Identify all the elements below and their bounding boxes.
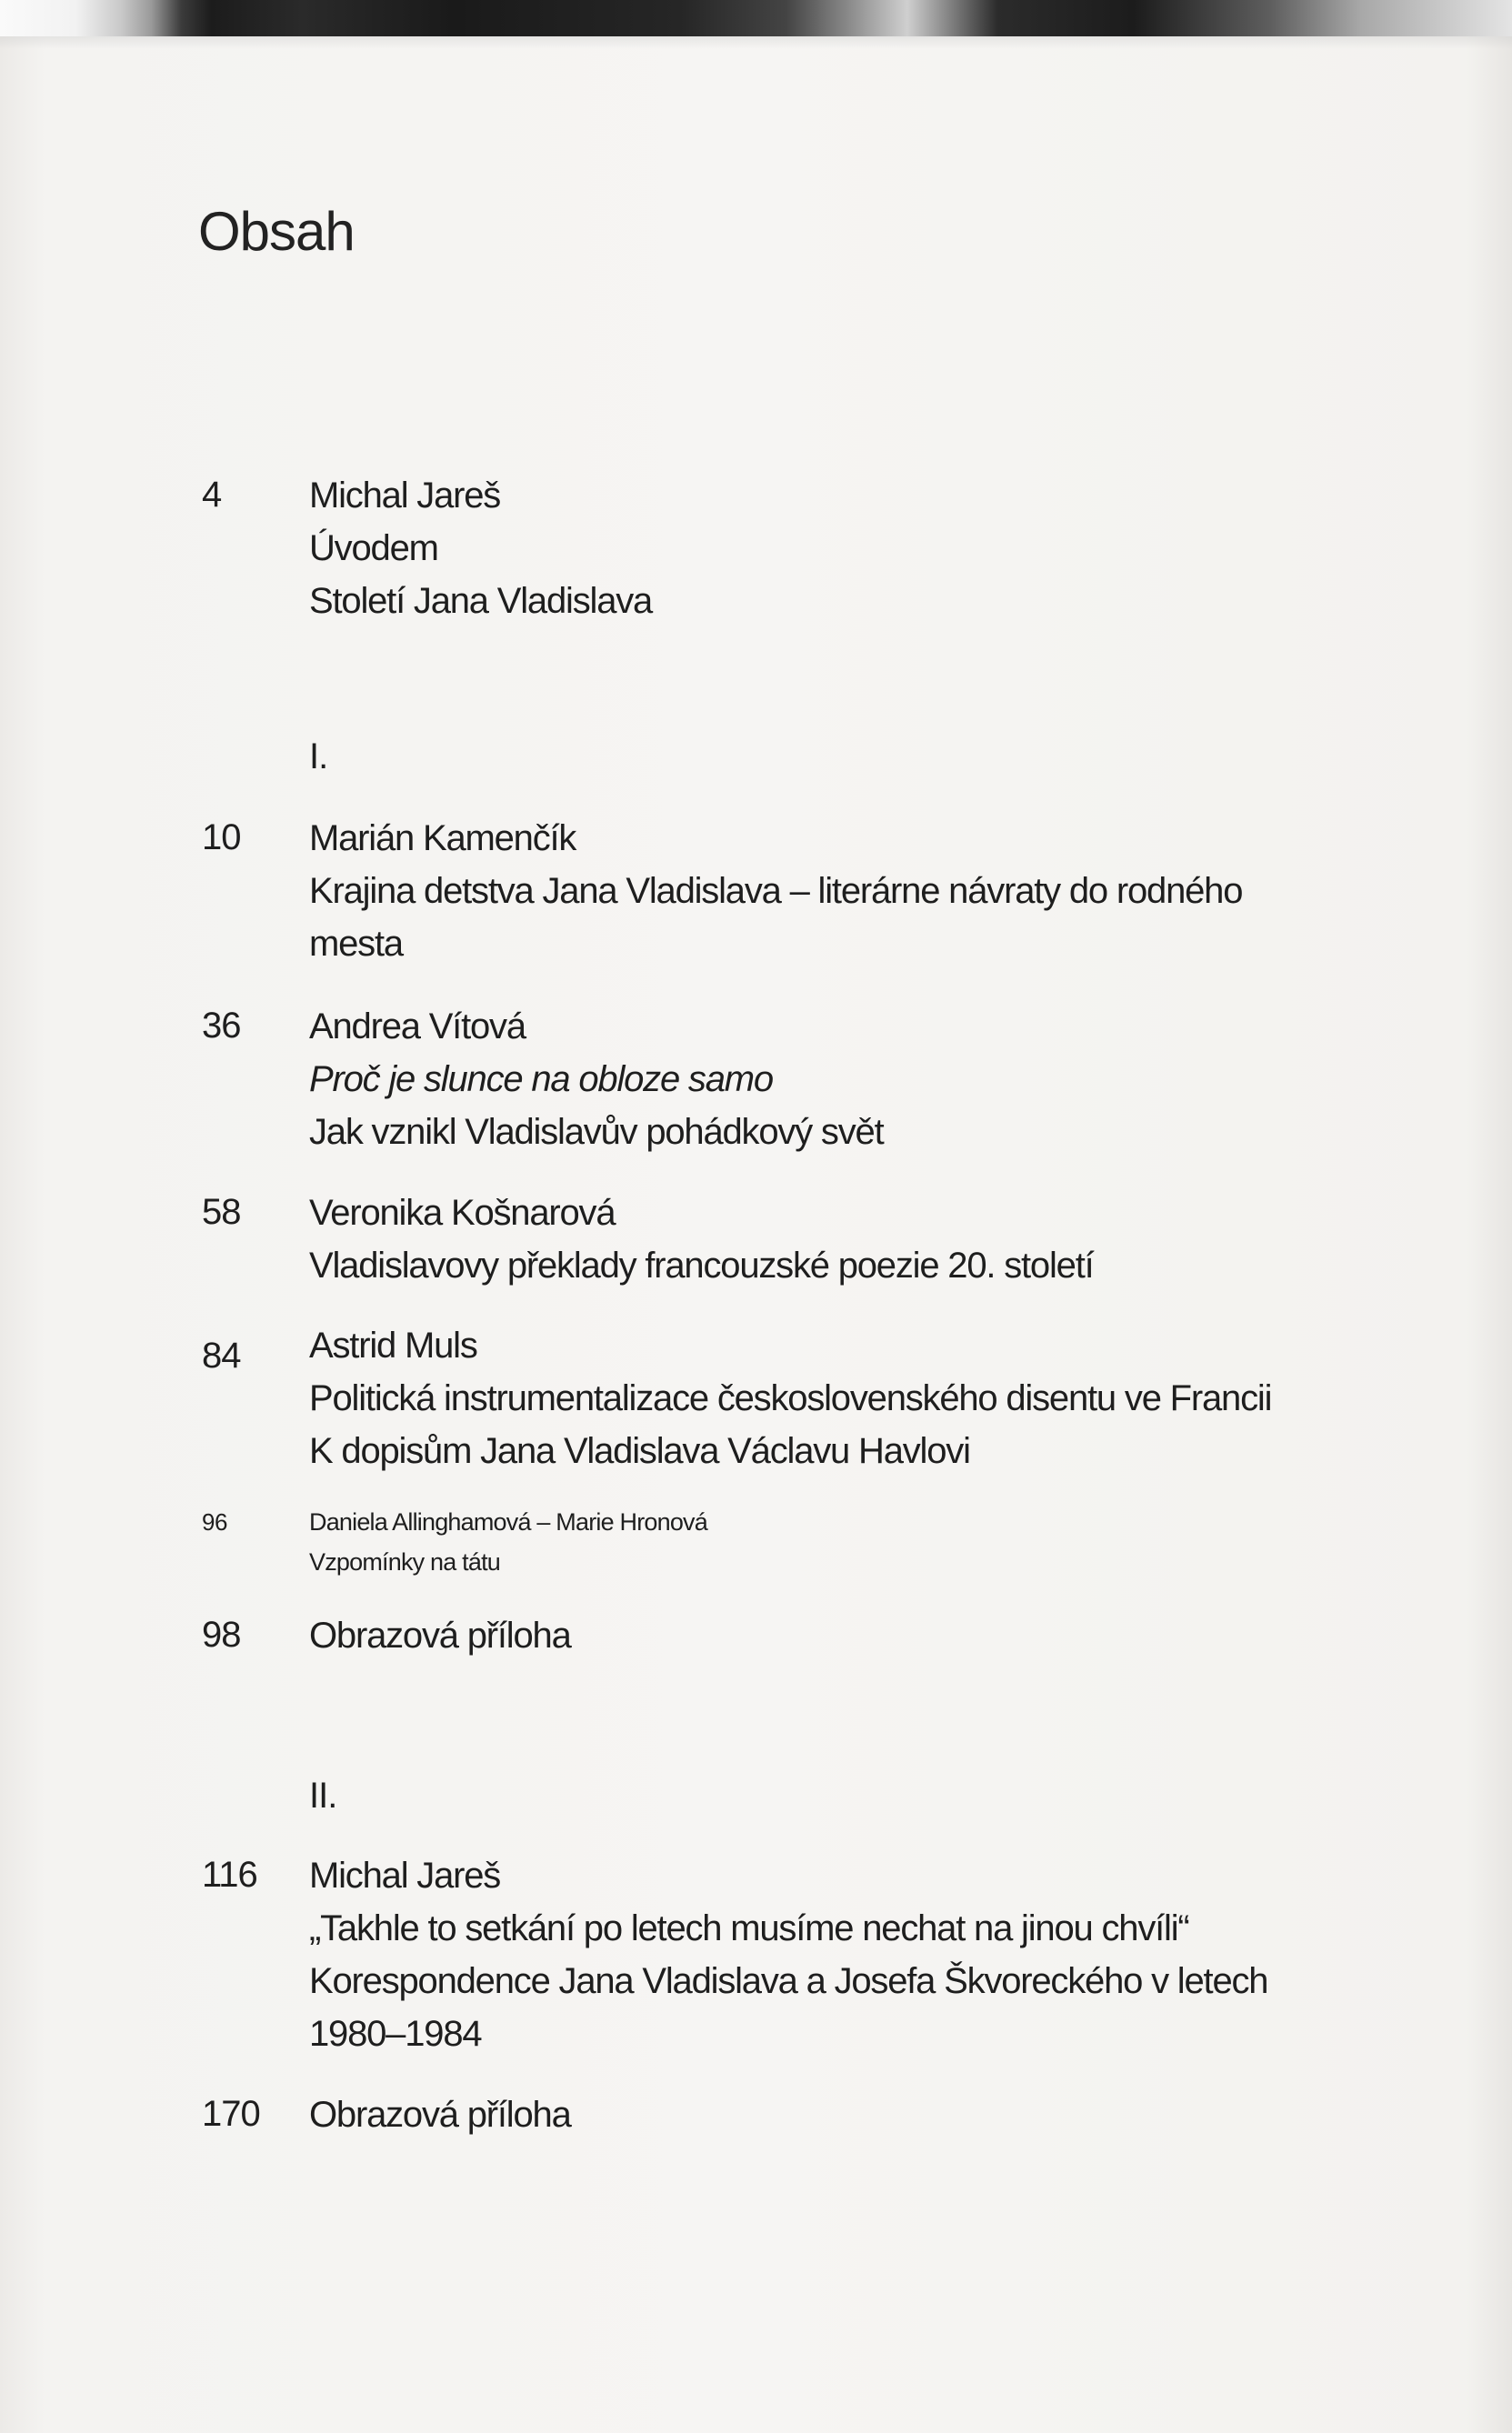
toc-author: Marián Kamenčík — [309, 818, 576, 858]
toc-entry-lines — [309, 2088, 1455, 2141]
toc-entry-lines — [309, 469, 1455, 627]
toc-entry-lines — [309, 1849, 1455, 2060]
toc-page-number: 98 — [202, 1615, 241, 1655]
toc-title: Obrazová příloha — [309, 1616, 571, 1656]
section-label-1: I. — [309, 736, 328, 776]
toc-entry-lines — [309, 1319, 1455, 1477]
toc-entry-lines — [309, 812, 1455, 970]
section-label-2: II. — [309, 1776, 337, 1816]
toc-title: Vzpomínky na tátu — [309, 1548, 501, 1576]
toc-author: Veronika Košnarová — [309, 1193, 616, 1233]
toc-author: Daniela Allinghamová – Marie Hronová — [309, 1508, 707, 1536]
toc-author: Michal Jareš — [309, 1856, 501, 1896]
toc-title: Krajina detstva Jana Vladislava – literárne návraty do rodného — [309, 871, 1243, 911]
toc-page-number: 84 — [202, 1336, 241, 1376]
toc-subtitle-continued: 1980–1984 — [309, 2014, 482, 2054]
toc-entry-lines — [309, 1609, 1455, 1662]
toc-page-number: 10 — [202, 817, 241, 857]
toc-title: Proč je slunce na obloze samo — [309, 1059, 773, 1099]
toc-title: Obrazová příloha — [309, 2095, 571, 2135]
toc-author: Astrid Muls — [309, 1326, 477, 1366]
toc-entry-lines — [309, 1000, 1455, 1158]
page-title: Obsah — [198, 201, 355, 262]
toc-subtitle: Jak vznikl Vladislavův pohádkový svět — [309, 1112, 884, 1152]
toc-entry-lines — [309, 1502, 1455, 1582]
toc-author: Michal Jareš — [309, 476, 501, 516]
toc-page-number: 116 — [202, 1855, 257, 1895]
scan-edge-shadow — [0, 36, 1512, 49]
toc-title: Úvodem — [309, 528, 438, 568]
toc-title-continued: mesta — [309, 924, 403, 964]
toc-subtitle: Století Jana Vladislava — [309, 581, 653, 621]
scan-edge-strip — [0, 0, 1512, 36]
toc-title: Vladislavovy překlady francouzské poezie 20. století — [309, 1246, 1094, 1286]
toc-entry-lines — [309, 1186, 1455, 1292]
toc-subtitle: Korespondence Jana Vladislava a Josefa Škvoreckého v letech — [309, 1961, 1268, 2001]
toc-title: „Takhle to setkání po letech musíme nechat na jinou chvíli“ — [309, 1908, 1189, 1948]
toc-page-number: 4 — [202, 475, 222, 515]
toc-author: Andrea Vítová — [309, 1006, 526, 1046]
toc-page-number: 170 — [202, 2094, 260, 2134]
toc-page-number: 96 — [202, 1508, 227, 1536]
toc-subtitle: K dopisům Jana Vladislava Václavu Havlovi — [309, 1431, 970, 1471]
toc-title: Politická instrumentalizace československého disentu ve Francii — [309, 1378, 1272, 1418]
toc-page-number: 36 — [202, 1006, 241, 1046]
toc-page-number: 58 — [202, 1192, 241, 1232]
